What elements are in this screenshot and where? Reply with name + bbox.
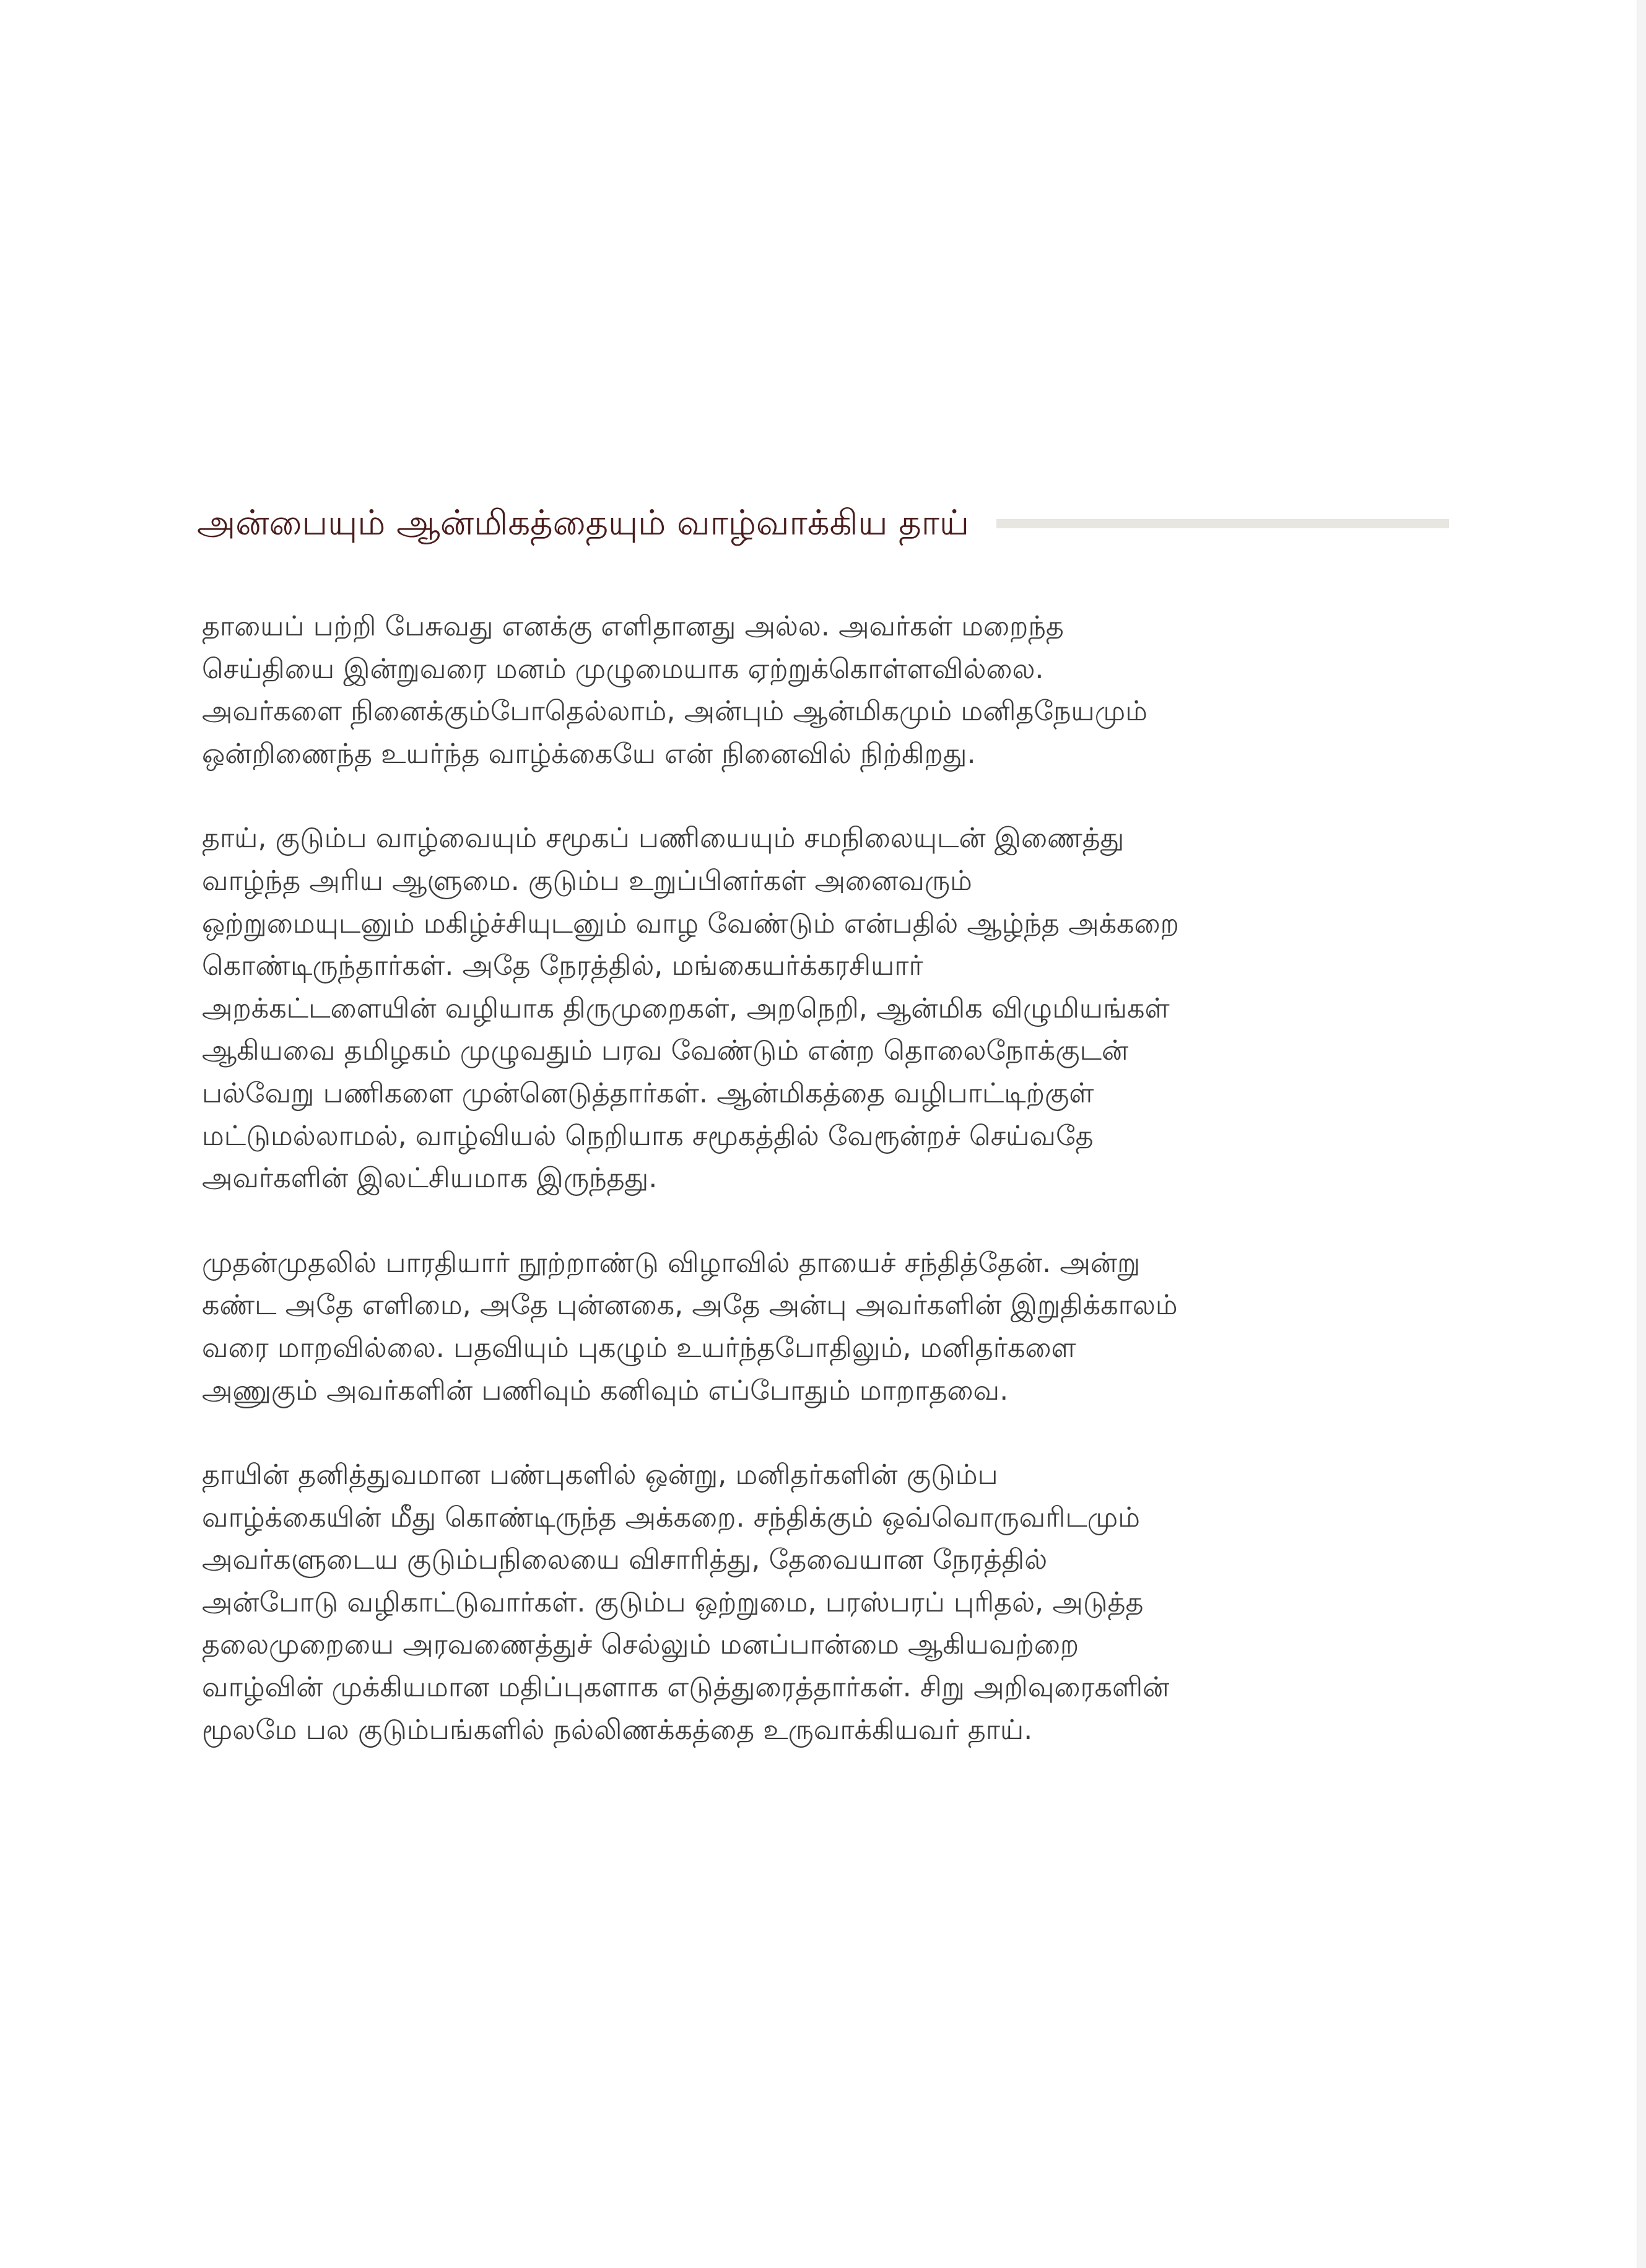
- text-line: தலைமுறையை அரவணைத்துச் செல்லும் மனப்பான்மை ஆகியவற்றை: [202, 1629, 1079, 1661]
- text-line: முதன்முதலில் பாரதியார் நூற்றாண்டு விழாவில் தாயைச் சந்தித்தேன். அன்று: [202, 1247, 1141, 1279]
- text-line: வாழ்க்கையின் மீது கொண்டிருந்த அக்கறை. சந்திக்கும் ஒவ்வொருவரிடமும்: [202, 1501, 1140, 1533]
- text-line: மூலமே பல குடும்பங்களில் நல்லிணக்கத்தை உருவாக்கியவர் தாய்.: [202, 1714, 1033, 1746]
- page-title: அன்பையும் ஆன்மிகத்தையும் வாழ்வாக்கிய தாய்: [197, 503, 970, 543]
- text-line: அறக்கட்டளையின் வழியாக திருமுறைகள், அறநெறி, ஆன்மிக விழுமியங்கள்: [202, 992, 1170, 1024]
- text-line: ஒற்றுமையுடனும் மகிழ்ச்சியுடனும் வாழ வேண்டும் என்பதில் ஆழ்ந்த அக்கறை: [202, 907, 1179, 940]
- text-line: வாழ்ந்த அரிய ஆளுமை. குடும்ப உறுப்பினர்கள் அனைவரும்: [202, 865, 972, 897]
- text-line: ஒன்றிணைந்த உயர்ந்த வாழ்க்கையே என் நினைவில் நிற்கிறது.: [202, 738, 976, 770]
- text-line: கண்ட அதே எளிமை, அதே புன்னகை, அதே அன்பு அவர்களின் இறுதிக்காலம்: [202, 1289, 1178, 1322]
- text-line: தாய், குடும்ப வாழ்வையும் சமூகப் பணியையும் சமநிலையுடன் இணைத்து: [202, 822, 1125, 855]
- text-line: தாயின் தனித்துவமான பண்புகளில் ஒன்று, மனிதர்களின் குடும்ப: [202, 1459, 998, 1491]
- text-line: வரை மாறவில்லை. பதவியும் புகழும் உயர்ந்தபோதிலும், மனிதர்களை: [202, 1332, 1076, 1364]
- paragraph-1: [202, 606, 1453, 775]
- text-line: தாயைப் பற்றி பேசுவது எனக்கு எளிதானது அல்ல. அவர்கள் மறைந்த: [202, 611, 1064, 642]
- page-edge-scroll-margin: [1637, 0, 1646, 2268]
- heading-row: [197, 495, 1449, 551]
- text-line: ஆகியவை தமிழகம் முழுவதும் பரவ வேண்டும் என்ற தொலைநோக்குடன்: [202, 1035, 1129, 1067]
- paragraph-3: [202, 1242, 1453, 1412]
- paragraph-4: [202, 1454, 1453, 1751]
- text-line: கொண்டிருந்தார்கள். அதே நேரத்தில், மங்கையர்க்கரசியார்: [202, 950, 923, 982]
- text-line: அவர்களுடைய குடும்பநிலையை விசாரித்து, தேவையான நேரத்தில்: [202, 1544, 1048, 1576]
- text-line: அவர்களின் இலட்சியமாக இருந்தது.: [202, 1162, 658, 1195]
- text-line: மட்டுமல்லாமல், வாழ்வியல் நெறியாக சமூகத்தில் வேரூன்றச் செய்வதே: [202, 1120, 1094, 1152]
- text-line: அவர்களை நினைக்கும்போதெல்லாம், அன்பும் ஆன்மிகமும் மனிதநேயமும்: [202, 696, 1147, 728]
- article-body: [202, 606, 1453, 1794]
- text-line: வாழ்வின் முக்கியமான மதிப்புகளாக எடுத்துரைத்தார்கள். சிறு அறிவுரைகளின்: [202, 1672, 1170, 1704]
- text-line: செய்தியை இன்றுவரை மனம் முழுமையாக ஏற்றுக்கொள்ளவில்லை.: [202, 653, 1044, 685]
- text-line: அணுகும் அவர்களின் பணிவும் கனிவும் எப்போதும் மாறாதவை.: [202, 1374, 1009, 1407]
- paragraph-2: [202, 818, 1453, 1200]
- heading-divider: [996, 519, 1449, 528]
- text-line: பல்வேறு பணிகளை முன்னெடுத்தார்கள். ஆன்மிகத்தை வழிபாட்டிற்குள்: [202, 1077, 1094, 1109]
- text-line: அன்போடு வழிகாட்டுவார்கள். குடும்ப ஒற்றுமை, பரஸ்பரப் புரிதல், அடுத்த: [202, 1586, 1144, 1618]
